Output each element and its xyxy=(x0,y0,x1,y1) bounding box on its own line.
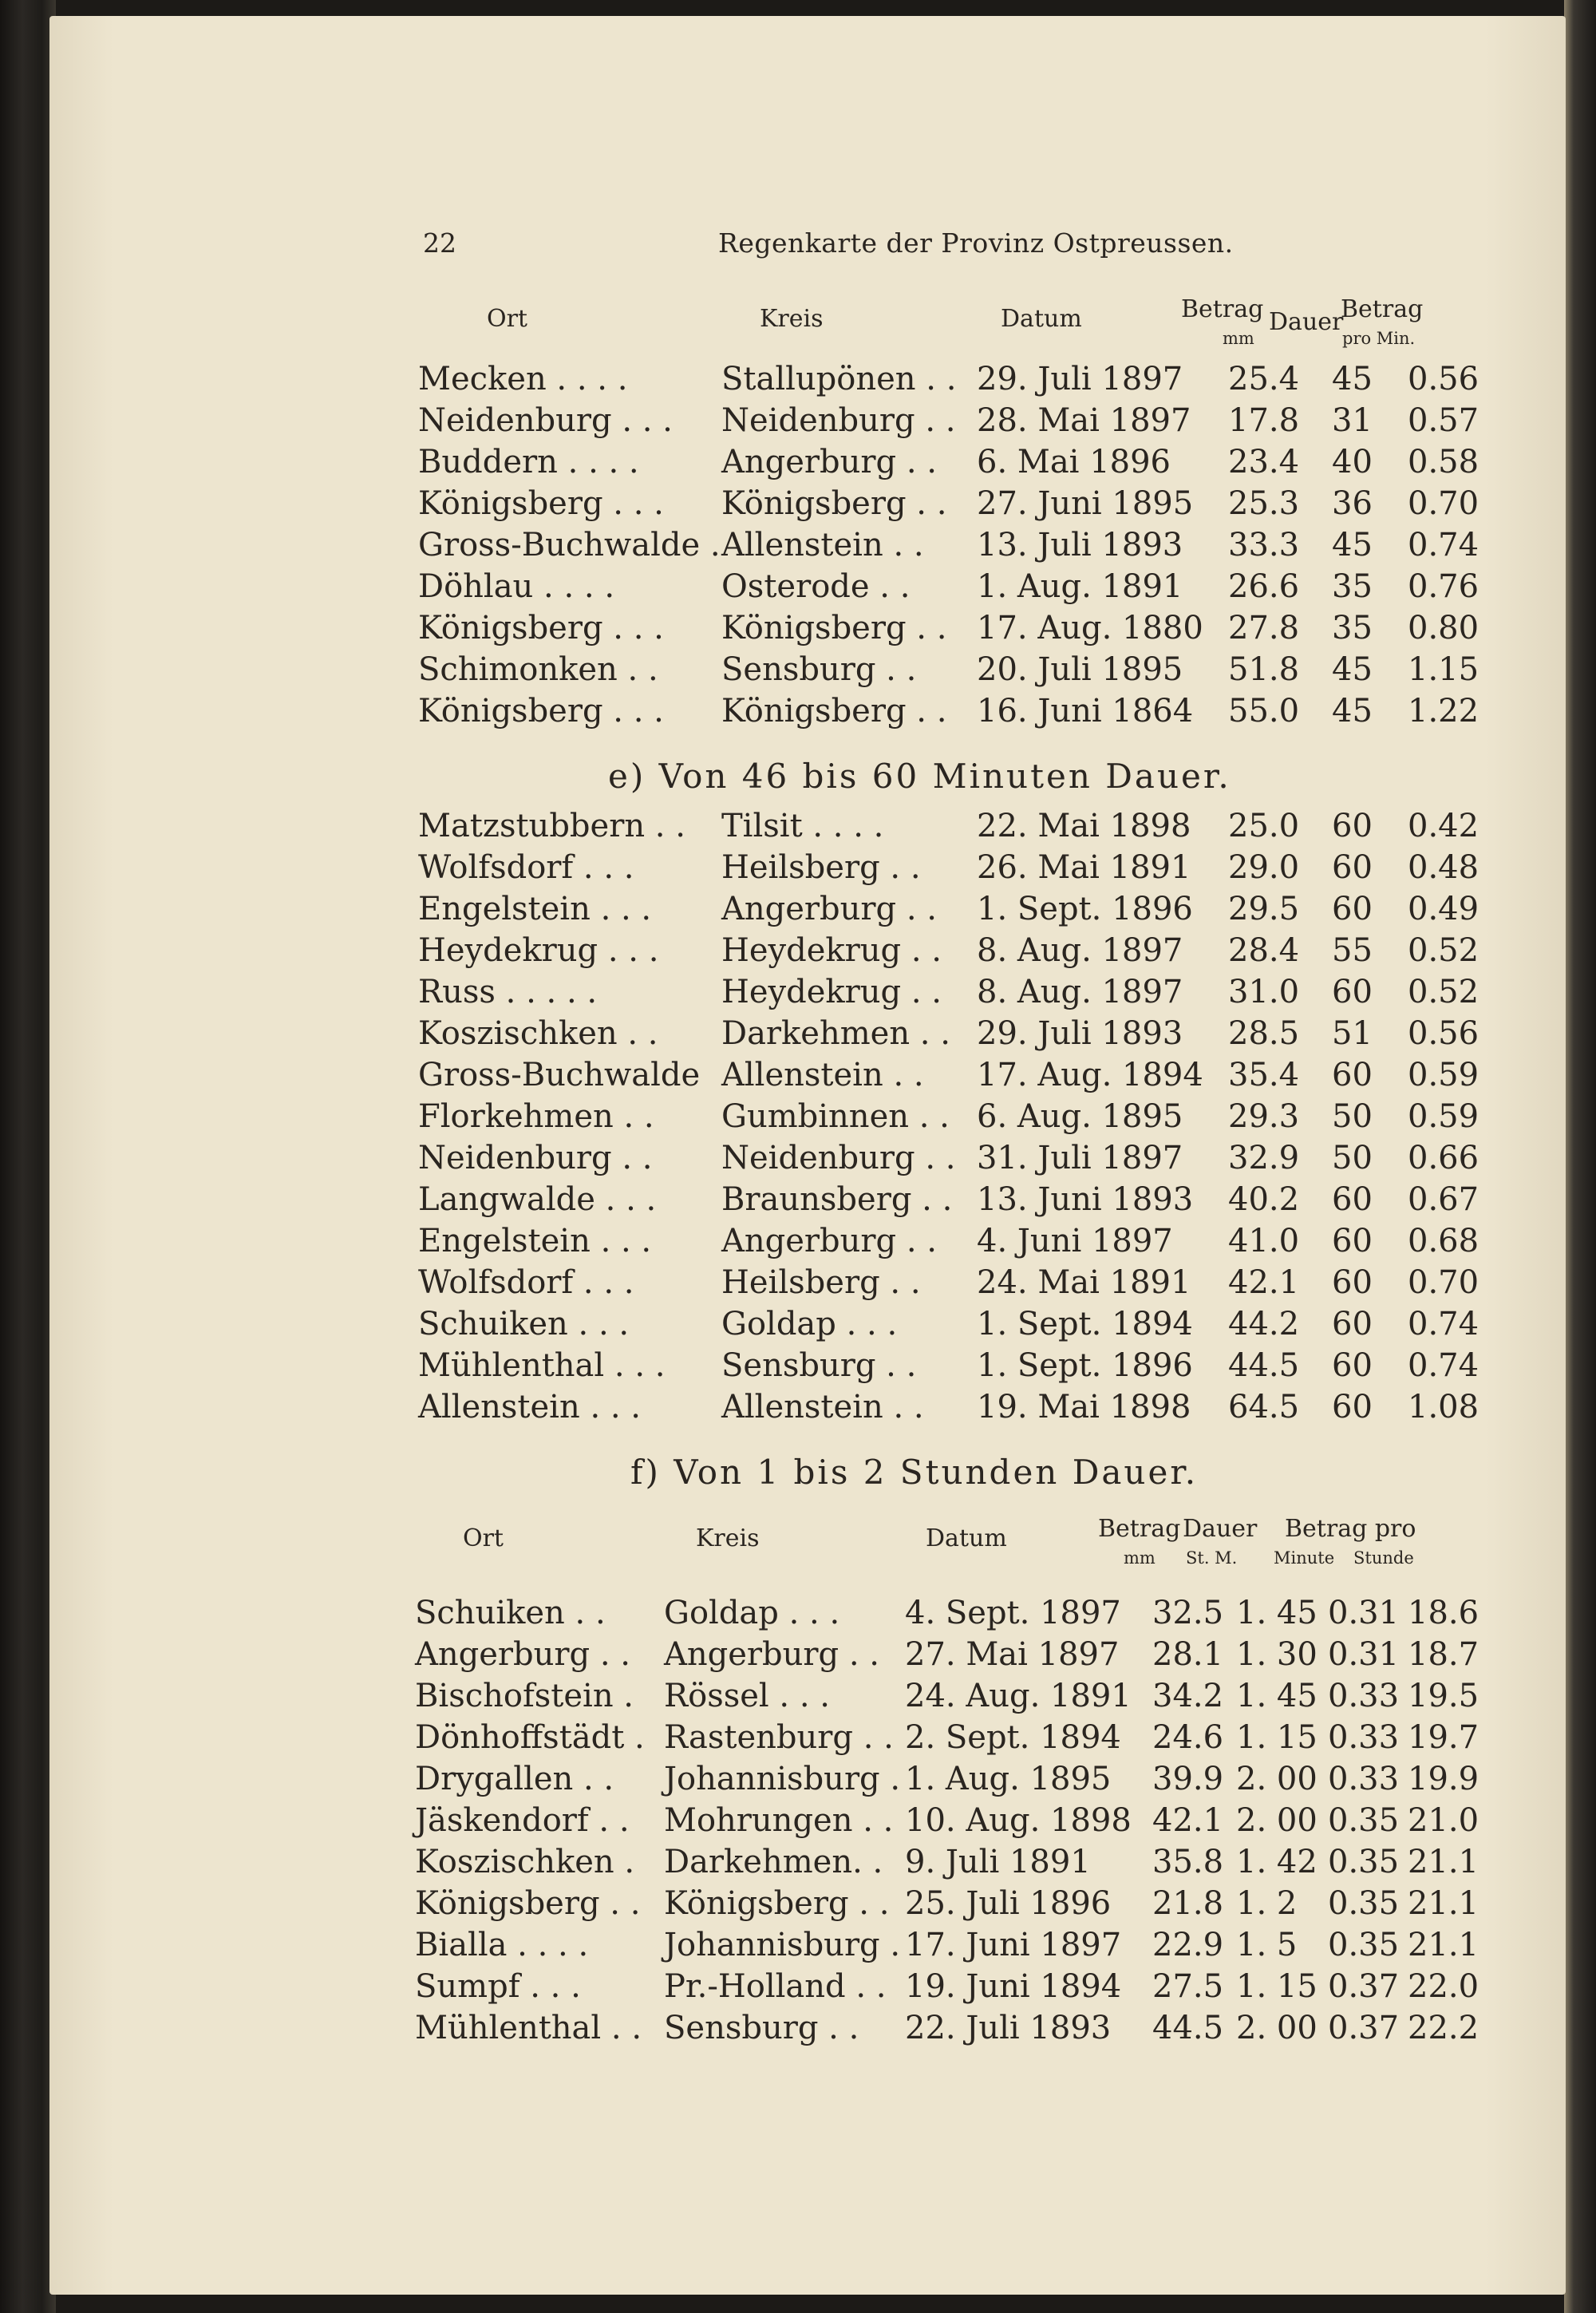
header-f-betrag-unit: mm xyxy=(1124,1548,1156,1568)
cell-dauer: 50 xyxy=(1332,1098,1373,1135)
header-betrag: Betrag xyxy=(1181,295,1264,323)
cell-datum: 27. Juni 1895 xyxy=(977,485,1194,522)
running-title: Regenkarte der Provinz Ostpreussen. xyxy=(718,227,1234,259)
cell-datum: 24. Mai 1891 xyxy=(977,1264,1191,1301)
cell-dauer: 1. 45 xyxy=(1236,1678,1317,1714)
cell-dauer: 60 xyxy=(1332,1223,1373,1259)
cell-kreis: Heydekrug . . xyxy=(721,974,942,1010)
cell-kreis: Angerburg . . xyxy=(664,1636,879,1673)
header-kreis: Kreis xyxy=(760,305,824,333)
header-f-dauer: Dauer xyxy=(1183,1515,1258,1543)
cell-kreis: Mohrungen . . xyxy=(664,1802,894,1839)
cell-datum: 31. Juli 1897 xyxy=(977,1140,1183,1176)
cell-prom: 0.35 xyxy=(1328,1885,1400,1922)
cell-prom: 0.33 xyxy=(1328,1719,1400,1756)
cell-betrag: 32.5 xyxy=(1152,1595,1224,1631)
book-page xyxy=(49,16,1566,2295)
cell-kreis: Heilsberg . . xyxy=(721,1264,921,1301)
cell-betrag: 27.5 xyxy=(1152,1968,1224,2005)
cell-ort: Heydekrug . . . xyxy=(418,932,659,969)
cell-kreis: Königsberg . . xyxy=(721,610,947,646)
cell-betrag: 39.9 xyxy=(1152,1761,1224,1797)
page-header xyxy=(423,227,1508,267)
cell-prom: 0.56 xyxy=(1408,361,1479,397)
cell-kreis: Johannisburg . xyxy=(664,1927,901,1963)
cell-prom: 1.15 xyxy=(1408,651,1479,688)
cell-datum: 29. Juli 1897 xyxy=(977,361,1183,397)
cell-ort: Mühlenthal . . . xyxy=(418,1347,666,1384)
cell-datum: 13. Juli 1893 xyxy=(977,527,1183,563)
cell-kreis: Sensburg . . xyxy=(721,651,917,688)
cell-pros: 22.0 xyxy=(1408,1968,1479,2005)
cell-kreis: Sensburg . . xyxy=(721,1347,917,1384)
cell-prom: 0.80 xyxy=(1408,610,1479,646)
cell-kreis: Königsberg . . xyxy=(721,485,947,522)
cell-dauer: 2. 00 xyxy=(1236,1802,1317,1839)
cell-prom: 0.42 xyxy=(1408,808,1479,844)
cell-ort: Florkehmen . . xyxy=(418,1098,654,1135)
header-betrag-unit: mm xyxy=(1223,329,1254,348)
cell-prom: 0.52 xyxy=(1408,974,1479,1010)
cell-dauer: 45 xyxy=(1332,361,1373,397)
cell-betrag: 25.0 xyxy=(1228,808,1300,844)
cell-ort: Neidenburg . . . xyxy=(418,402,673,439)
header-datum: Datum xyxy=(1001,305,1082,333)
cell-datum: 22. Mai 1898 xyxy=(977,808,1191,844)
cell-dauer: 1. 15 xyxy=(1236,1968,1317,2005)
cell-dauer: 45 xyxy=(1332,527,1373,563)
cell-datum: 22. Juli 1893 xyxy=(905,2010,1112,2046)
cell-prom: 0.35 xyxy=(1328,1802,1400,1839)
cell-pros: 21.0 xyxy=(1408,1802,1479,1839)
cell-betrag: 33.3 xyxy=(1228,527,1300,563)
cell-dauer: 60 xyxy=(1332,1181,1373,1218)
cell-prom: 0.74 xyxy=(1408,1347,1479,1384)
cell-pros: 19.5 xyxy=(1408,1678,1479,1714)
cell-prom: 0.68 xyxy=(1408,1223,1479,1259)
cell-dauer: 1. 30 xyxy=(1236,1636,1317,1673)
cell-kreis: Angerburg . . xyxy=(721,444,937,480)
cell-betrag: 44.2 xyxy=(1228,1306,1300,1342)
cell-ort: Königsberg . . . xyxy=(418,610,664,646)
cell-ort: Langwalde . . . xyxy=(418,1181,657,1218)
cell-dauer: 50 xyxy=(1332,1140,1373,1176)
cell-betrag: 42.1 xyxy=(1152,1802,1224,1839)
cell-dauer: 36 xyxy=(1332,485,1373,522)
cell-ort: Königsberg . . . xyxy=(418,693,664,729)
cell-kreis: Angerburg . . xyxy=(721,891,937,927)
cell-ort: Russ . . . . . xyxy=(418,974,598,1010)
cell-kreis: Rastenburg . . xyxy=(664,1719,894,1756)
cell-prom: 0.56 xyxy=(1408,1015,1479,1052)
cell-betrag: 51.8 xyxy=(1228,651,1300,688)
cell-ort: Mecken . . . . xyxy=(418,361,628,397)
cell-ort: Allenstein . . . xyxy=(418,1389,642,1425)
section-f-title: f) Von 1 bis 2 Stunden Dauer. xyxy=(630,1453,1199,1492)
cell-datum: 17. Aug. 1880 xyxy=(977,610,1203,646)
cell-datum: 6. Aug. 1895 xyxy=(977,1098,1183,1135)
cell-dauer: 55 xyxy=(1332,932,1373,969)
cell-prom: 0.35 xyxy=(1328,1927,1400,1963)
cell-kreis: Goldap . . . xyxy=(664,1595,840,1631)
cell-ort: Königsberg . . xyxy=(415,1885,641,1922)
cell-kreis: Allenstein . . xyxy=(721,1057,924,1093)
cell-dauer: 35 xyxy=(1332,568,1373,605)
cell-datum: 10. Aug. 1898 xyxy=(905,1802,1132,1839)
cell-dauer: 60 xyxy=(1332,891,1373,927)
cell-dauer: 60 xyxy=(1332,1264,1373,1301)
cell-ort: Koszischken . . xyxy=(418,1015,658,1052)
cell-kreis: Allenstein . . xyxy=(721,1389,924,1425)
cell-ort: Mühlenthal . . xyxy=(415,2010,642,2046)
cell-dauer: 1. 2 xyxy=(1236,1885,1298,1922)
cell-betrag: 28.1 xyxy=(1152,1636,1224,1673)
cell-dauer: 1. 15 xyxy=(1236,1719,1317,1756)
cell-ort: Döhlau . . . . xyxy=(418,568,615,605)
cell-prom: 0.58 xyxy=(1408,444,1479,480)
cell-betrag: 25.4 xyxy=(1228,361,1300,397)
header-dauer: Dauer xyxy=(1269,308,1344,336)
cell-prom: 0.33 xyxy=(1328,1678,1400,1714)
cell-prom: 0.74 xyxy=(1408,1306,1479,1342)
cell-kreis: Osterode . . xyxy=(721,568,911,605)
cell-dauer: 1. 45 xyxy=(1236,1595,1317,1631)
cell-datum: 19. Mai 1898 xyxy=(977,1389,1191,1425)
cell-dauer: 60 xyxy=(1332,808,1373,844)
cell-prom: 0.74 xyxy=(1408,527,1479,563)
cell-kreis: Goldap . . . xyxy=(721,1306,898,1342)
cell-betrag: 29.3 xyxy=(1228,1098,1300,1135)
cell-kreis: Pr.-Holland . . xyxy=(664,1968,887,2005)
cell-betrag: 22.9 xyxy=(1152,1927,1224,1963)
cell-ort: Bischofstein . xyxy=(415,1678,634,1714)
cell-kreis: Königsberg . . xyxy=(721,693,947,729)
cell-datum: 28. Mai 1897 xyxy=(977,402,1191,439)
cell-ort: Schuiken . . . xyxy=(418,1306,630,1342)
cell-kreis: Stallupönen . . xyxy=(721,361,957,397)
cell-pros: 21.1 xyxy=(1408,1927,1479,1963)
cell-prom: 0.37 xyxy=(1328,2010,1400,2046)
cell-betrag: 29.5 xyxy=(1228,891,1300,927)
cell-kreis: Johannisburg . xyxy=(664,1761,901,1797)
cell-pros: 19.7 xyxy=(1408,1719,1479,1756)
cell-ort: Engelstein . . . xyxy=(418,1223,652,1259)
cell-ort: Dönhoffstädt . xyxy=(415,1719,645,1756)
cell-datum: 1. Aug. 1891 xyxy=(977,568,1183,605)
cell-datum: 17. Aug. 1894 xyxy=(977,1057,1203,1093)
cell-betrag: 28.5 xyxy=(1228,1015,1300,1052)
cell-datum: 19. Juni 1894 xyxy=(905,1968,1122,2005)
cell-prom: 0.35 xyxy=(1328,1844,1400,1880)
cell-ort: Neidenburg . . xyxy=(418,1140,653,1176)
cell-betrag: 44.5 xyxy=(1228,1347,1300,1384)
cell-prom: 0.76 xyxy=(1408,568,1479,605)
cell-prom: 0.67 xyxy=(1408,1181,1479,1218)
cell-betrag: 17.8 xyxy=(1228,402,1300,439)
cell-kreis: Heilsberg . . xyxy=(721,849,921,886)
cell-datum: 4. Juni 1897 xyxy=(977,1223,1173,1259)
cell-ort: Buddern . . . . xyxy=(418,444,639,480)
cell-datum: 29. Juli 1893 xyxy=(977,1015,1183,1052)
cell-ort: Gross-Buchwalde xyxy=(418,1057,701,1093)
cell-datum: 25. Juli 1896 xyxy=(905,1885,1112,1922)
cell-kreis: Tilsit . . . . xyxy=(721,808,884,844)
cell-betrag: 34.2 xyxy=(1152,1678,1224,1714)
cell-kreis: Gumbinnen . . xyxy=(721,1098,950,1135)
cell-datum: 16. Juni 1864 xyxy=(977,693,1194,729)
header-f-betrag: Betrag xyxy=(1098,1515,1181,1543)
cell-kreis: Angerburg . . xyxy=(721,1223,937,1259)
header-f-datum: Datum xyxy=(926,1524,1007,1552)
cell-prom: 0.49 xyxy=(1408,891,1479,927)
cell-betrag: 42.1 xyxy=(1228,1264,1300,1301)
cell-datum: 1. Sept. 1894 xyxy=(977,1306,1193,1342)
cell-ort: Koszischken . xyxy=(415,1844,635,1880)
cell-prom: 0.52 xyxy=(1408,932,1479,969)
cell-ort: Engelstein . . . xyxy=(418,891,652,927)
header-f-minute: Minute xyxy=(1274,1548,1335,1568)
cell-pros: 18.6 xyxy=(1408,1595,1479,1631)
cell-betrag: 35.8 xyxy=(1152,1844,1224,1880)
cell-prom: 0.37 xyxy=(1328,1968,1400,2005)
cell-datum: 6. Mai 1896 xyxy=(977,444,1171,480)
cell-ort: Wolfsdorf . . . xyxy=(418,1264,634,1301)
cell-dauer: 60 xyxy=(1332,1306,1373,1342)
cell-dauer: 60 xyxy=(1332,974,1373,1010)
cell-prom: 0.70 xyxy=(1408,485,1479,522)
cell-betrag: 29.0 xyxy=(1228,849,1300,886)
cell-datum: 17. Juni 1897 xyxy=(905,1927,1122,1963)
cell-prom: 0.57 xyxy=(1408,402,1479,439)
cell-ort: Matzstubbern . . xyxy=(418,808,685,844)
cell-datum: 1. Sept. 1896 xyxy=(977,891,1193,927)
cell-datum: 9. Juli 1891 xyxy=(905,1844,1091,1880)
header-f-stunde: Stunde xyxy=(1353,1548,1414,1568)
book-binding-right xyxy=(1564,0,1596,2313)
cell-datum: 1. Aug. 1895 xyxy=(905,1761,1112,1797)
cell-dauer: 60 xyxy=(1332,1347,1373,1384)
header-f-dauer-unit: St. M. xyxy=(1186,1548,1238,1568)
header-betrag-min-unit: pro Min. xyxy=(1342,329,1416,348)
cell-pros: 21.1 xyxy=(1408,1844,1479,1880)
cell-kreis: Sensburg . . xyxy=(664,2010,859,2046)
cell-dauer: 45 xyxy=(1332,651,1373,688)
cell-kreis: Darkehmen. . xyxy=(664,1844,883,1880)
cell-betrag: 41.0 xyxy=(1228,1223,1300,1259)
cell-betrag: 40.2 xyxy=(1228,1181,1300,1218)
cell-betrag: 28.4 xyxy=(1228,932,1300,969)
cell-ort: Gross-Buchwalde . xyxy=(418,527,721,563)
book-binding-left xyxy=(0,0,56,2313)
cell-prom: 0.59 xyxy=(1408,1098,1479,1135)
cell-datum: 13. Juni 1893 xyxy=(977,1181,1194,1218)
cell-dauer: 2. 00 xyxy=(1236,2010,1317,2046)
cell-ort: Schimonken . . xyxy=(418,651,658,688)
cell-betrag: 32.9 xyxy=(1228,1140,1300,1176)
cell-prom: 0.33 xyxy=(1328,1761,1400,1797)
cell-dauer: 60 xyxy=(1332,849,1373,886)
cell-betrag: 26.6 xyxy=(1228,568,1300,605)
cell-betrag: 31.0 xyxy=(1228,974,1300,1010)
cell-betrag: 55.0 xyxy=(1228,693,1300,729)
cell-ort: Schuiken . . xyxy=(415,1595,606,1631)
cell-datum: 27. Mai 1897 xyxy=(905,1636,1120,1673)
header-f-betrag-pro: Betrag pro xyxy=(1285,1515,1416,1543)
cell-ort: Angerburg . . xyxy=(415,1636,630,1673)
cell-dauer: 51 xyxy=(1332,1015,1373,1052)
cell-kreis: Allenstein . . xyxy=(721,527,924,563)
cell-pros: 21.1 xyxy=(1408,1885,1479,1922)
cell-ort: Jäskendorf . . xyxy=(415,1802,630,1839)
cell-kreis: Neidenburg . . xyxy=(721,402,956,439)
cell-betrag: 64.5 xyxy=(1228,1389,1300,1425)
cell-kreis: Darkehmen . . xyxy=(721,1015,950,1052)
cell-pros: 18.7 xyxy=(1408,1636,1479,1673)
cell-kreis: Braunsberg . . xyxy=(721,1181,953,1218)
cell-ort: Königsberg . . . xyxy=(418,485,664,522)
cell-dauer: 2. 00 xyxy=(1236,1761,1317,1797)
cell-dauer: 60 xyxy=(1332,1389,1373,1425)
cell-pros: 22.2 xyxy=(1408,2010,1479,2046)
header-f-kreis: Kreis xyxy=(696,1524,760,1552)
cell-kreis: Neidenburg . . xyxy=(721,1140,956,1176)
cell-datum: 4. Sept. 1897 xyxy=(905,1595,1121,1631)
cell-prom: 0.59 xyxy=(1408,1057,1479,1093)
cell-dauer: 40 xyxy=(1332,444,1373,480)
cell-dauer: 35 xyxy=(1332,610,1373,646)
page-number: 22 xyxy=(423,227,456,259)
cell-kreis: Rössel . . . xyxy=(664,1678,831,1714)
cell-ort: Bialla . . . . xyxy=(415,1927,589,1963)
cell-prom: 0.66 xyxy=(1408,1140,1479,1176)
cell-datum: 20. Juli 1895 xyxy=(977,651,1183,688)
cell-ort: Sumpf . . . xyxy=(415,1968,581,2005)
cell-prom: 1.08 xyxy=(1408,1389,1479,1425)
cell-betrag: 24.6 xyxy=(1152,1719,1224,1756)
cell-datum: 1. Sept. 1896 xyxy=(977,1347,1193,1384)
header-betrag-min: Betrag xyxy=(1341,295,1424,323)
cell-betrag: 44.5 xyxy=(1152,2010,1224,2046)
cell-datum: 26. Mai 1891 xyxy=(977,849,1191,886)
cell-kreis: Heydekrug . . xyxy=(721,932,942,969)
cell-dauer: 31 xyxy=(1332,402,1373,439)
cell-prom: 0.48 xyxy=(1408,849,1479,886)
header-ort: Ort xyxy=(487,305,527,333)
cell-prom: 0.31 xyxy=(1328,1636,1400,1673)
cell-datum: 8. Aug. 1897 xyxy=(977,932,1183,969)
header-f-ort: Ort xyxy=(463,1524,504,1552)
cell-datum: 2. Sept. 1894 xyxy=(905,1719,1121,1756)
section-e-title: e) Von 46 bis 60 Minuten Dauer. xyxy=(608,757,1231,796)
cell-dauer: 1. 5 xyxy=(1236,1927,1298,1963)
cell-dauer: 45 xyxy=(1332,693,1373,729)
cell-betrag: 23.4 xyxy=(1228,444,1300,480)
cell-datum: 8. Aug. 1897 xyxy=(977,974,1183,1010)
cell-betrag: 21.8 xyxy=(1152,1885,1224,1922)
cell-dauer: 1. 42 xyxy=(1236,1844,1317,1880)
cell-prom: 1.22 xyxy=(1408,693,1479,729)
cell-ort: Wolfsdorf . . . xyxy=(418,849,634,886)
cell-betrag: 35.4 xyxy=(1228,1057,1300,1093)
cell-ort: Drygallen . . xyxy=(415,1761,614,1797)
cell-pros: 19.9 xyxy=(1408,1761,1479,1797)
cell-dauer: 60 xyxy=(1332,1057,1373,1093)
cell-datum: 24. Aug. 1891 xyxy=(905,1678,1132,1714)
cell-prom: 0.70 xyxy=(1408,1264,1479,1301)
cell-betrag: 27.8 xyxy=(1228,610,1300,646)
cell-prom: 0.31 xyxy=(1328,1595,1400,1631)
cell-kreis: Königsberg . . xyxy=(664,1885,890,1922)
cell-betrag: 25.3 xyxy=(1228,485,1300,522)
